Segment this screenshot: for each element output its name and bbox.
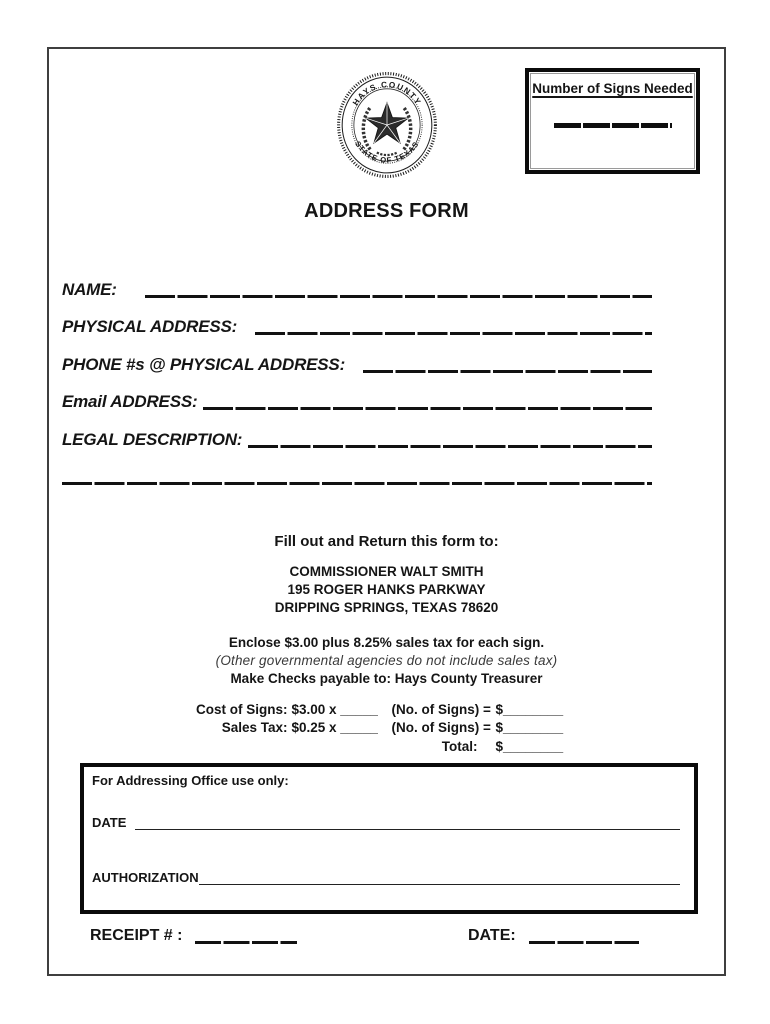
sales-tax-middle: (No. of Signs) = [391,720,491,736]
receipt-number-label: RECEIPT # : [90,927,183,944]
office-authorization-label: AUTHORIZATION [92,870,199,885]
enclose-line: Enclose $3.00 plus 8.25% sales tax for each sign. [228,634,545,650]
seal-wreath-right [403,108,410,150]
legal-description-blank-line [248,445,652,448]
office-use-only-box [80,763,698,914]
email-label: Email ADDRESS: [62,392,198,411]
page-title: ADDRESS FORM [304,200,469,222]
office-authorization-row [92,866,680,888]
cost-of-signs-formula: $3.00 x _____ [291,702,378,718]
field-row-email [62,391,652,413]
seal-top-text: HAYS COUNTY [350,80,423,108]
number-of-signs-blank-line [554,123,672,128]
phone-blank-line [363,370,652,373]
field-row-physical-address [62,316,652,338]
cost-of-signs-middle: (No. of Signs) = [391,702,491,718]
name-blank-line [145,295,652,298]
office-date-row [92,811,680,833]
cost-calculation-grid [194,701,580,756]
seal-wreath-left [363,108,370,150]
physical-address-blank-line [255,332,652,335]
seal-bottom-text: STATE OF TEXAS [352,139,421,165]
sales-tax-amount-blank: $________ [495,720,564,736]
svg-text:STATE OF TEXAS [353,139,421,164]
sales-tax-formula: $0.25 x _____ [291,720,378,736]
office-date-blank-line [135,829,680,830]
number-of-signs-label: Number of Signs Needed [532,81,693,96]
sales-tax-note: (Other governmental agencies do not include sales tax) [215,652,558,668]
email-blank-line [203,407,652,410]
checks-payable-line: Make Checks payable to: Hays County Treasurer [230,671,543,687]
field-row-legal-description [62,429,652,451]
receipt-date-label: DATE: [468,927,516,944]
physical-address-label: PHYSICAL ADDRESS: [62,317,238,336]
payment-instructions-block [49,634,724,689]
return-address-line: COMMISSIONER WALT SMITH [289,564,484,579]
receipt-date-blank-line [529,941,639,944]
cost-of-signs-label: Cost of Signs: [196,702,288,718]
return-heading: Fill out and Return this form to: [274,533,499,550]
office-use-heading: For Addressing Office use only: [92,773,289,788]
receipt-date-row [468,925,639,947]
office-date-label: DATE [92,815,127,830]
receipt-number-row [90,925,297,947]
name-label: NAME: [62,280,117,299]
cost-of-signs-amount-blank: $________ [495,702,564,718]
return-instructions-section [49,533,724,756]
total-amount-blank: $________ [495,738,564,754]
return-address-line: DRIPPING SPRINGS, TEXAS 78620 [274,600,499,616]
legal-description-label: LEGAL DESCRIPTION: [62,430,243,449]
form-page [47,47,726,976]
total-label: Total: [441,738,478,754]
legal-description-continuation-line [62,482,652,485]
field-row-name [62,279,652,301]
number-of-signs-box [525,68,700,174]
field-row-phone [62,354,652,376]
hays-county-seal-icon [335,71,439,179]
return-address-line: 195 ROGER HANKS PARKWAY [287,582,486,598]
receipt-number-blank-line [195,941,297,944]
return-address-block [49,563,724,618]
phone-label: PHONE #s @ PHYSICAL ADDRESS: [62,355,346,374]
sales-tax-label: Sales Tax: [221,720,288,736]
office-authorization-blank-line [199,884,680,885]
